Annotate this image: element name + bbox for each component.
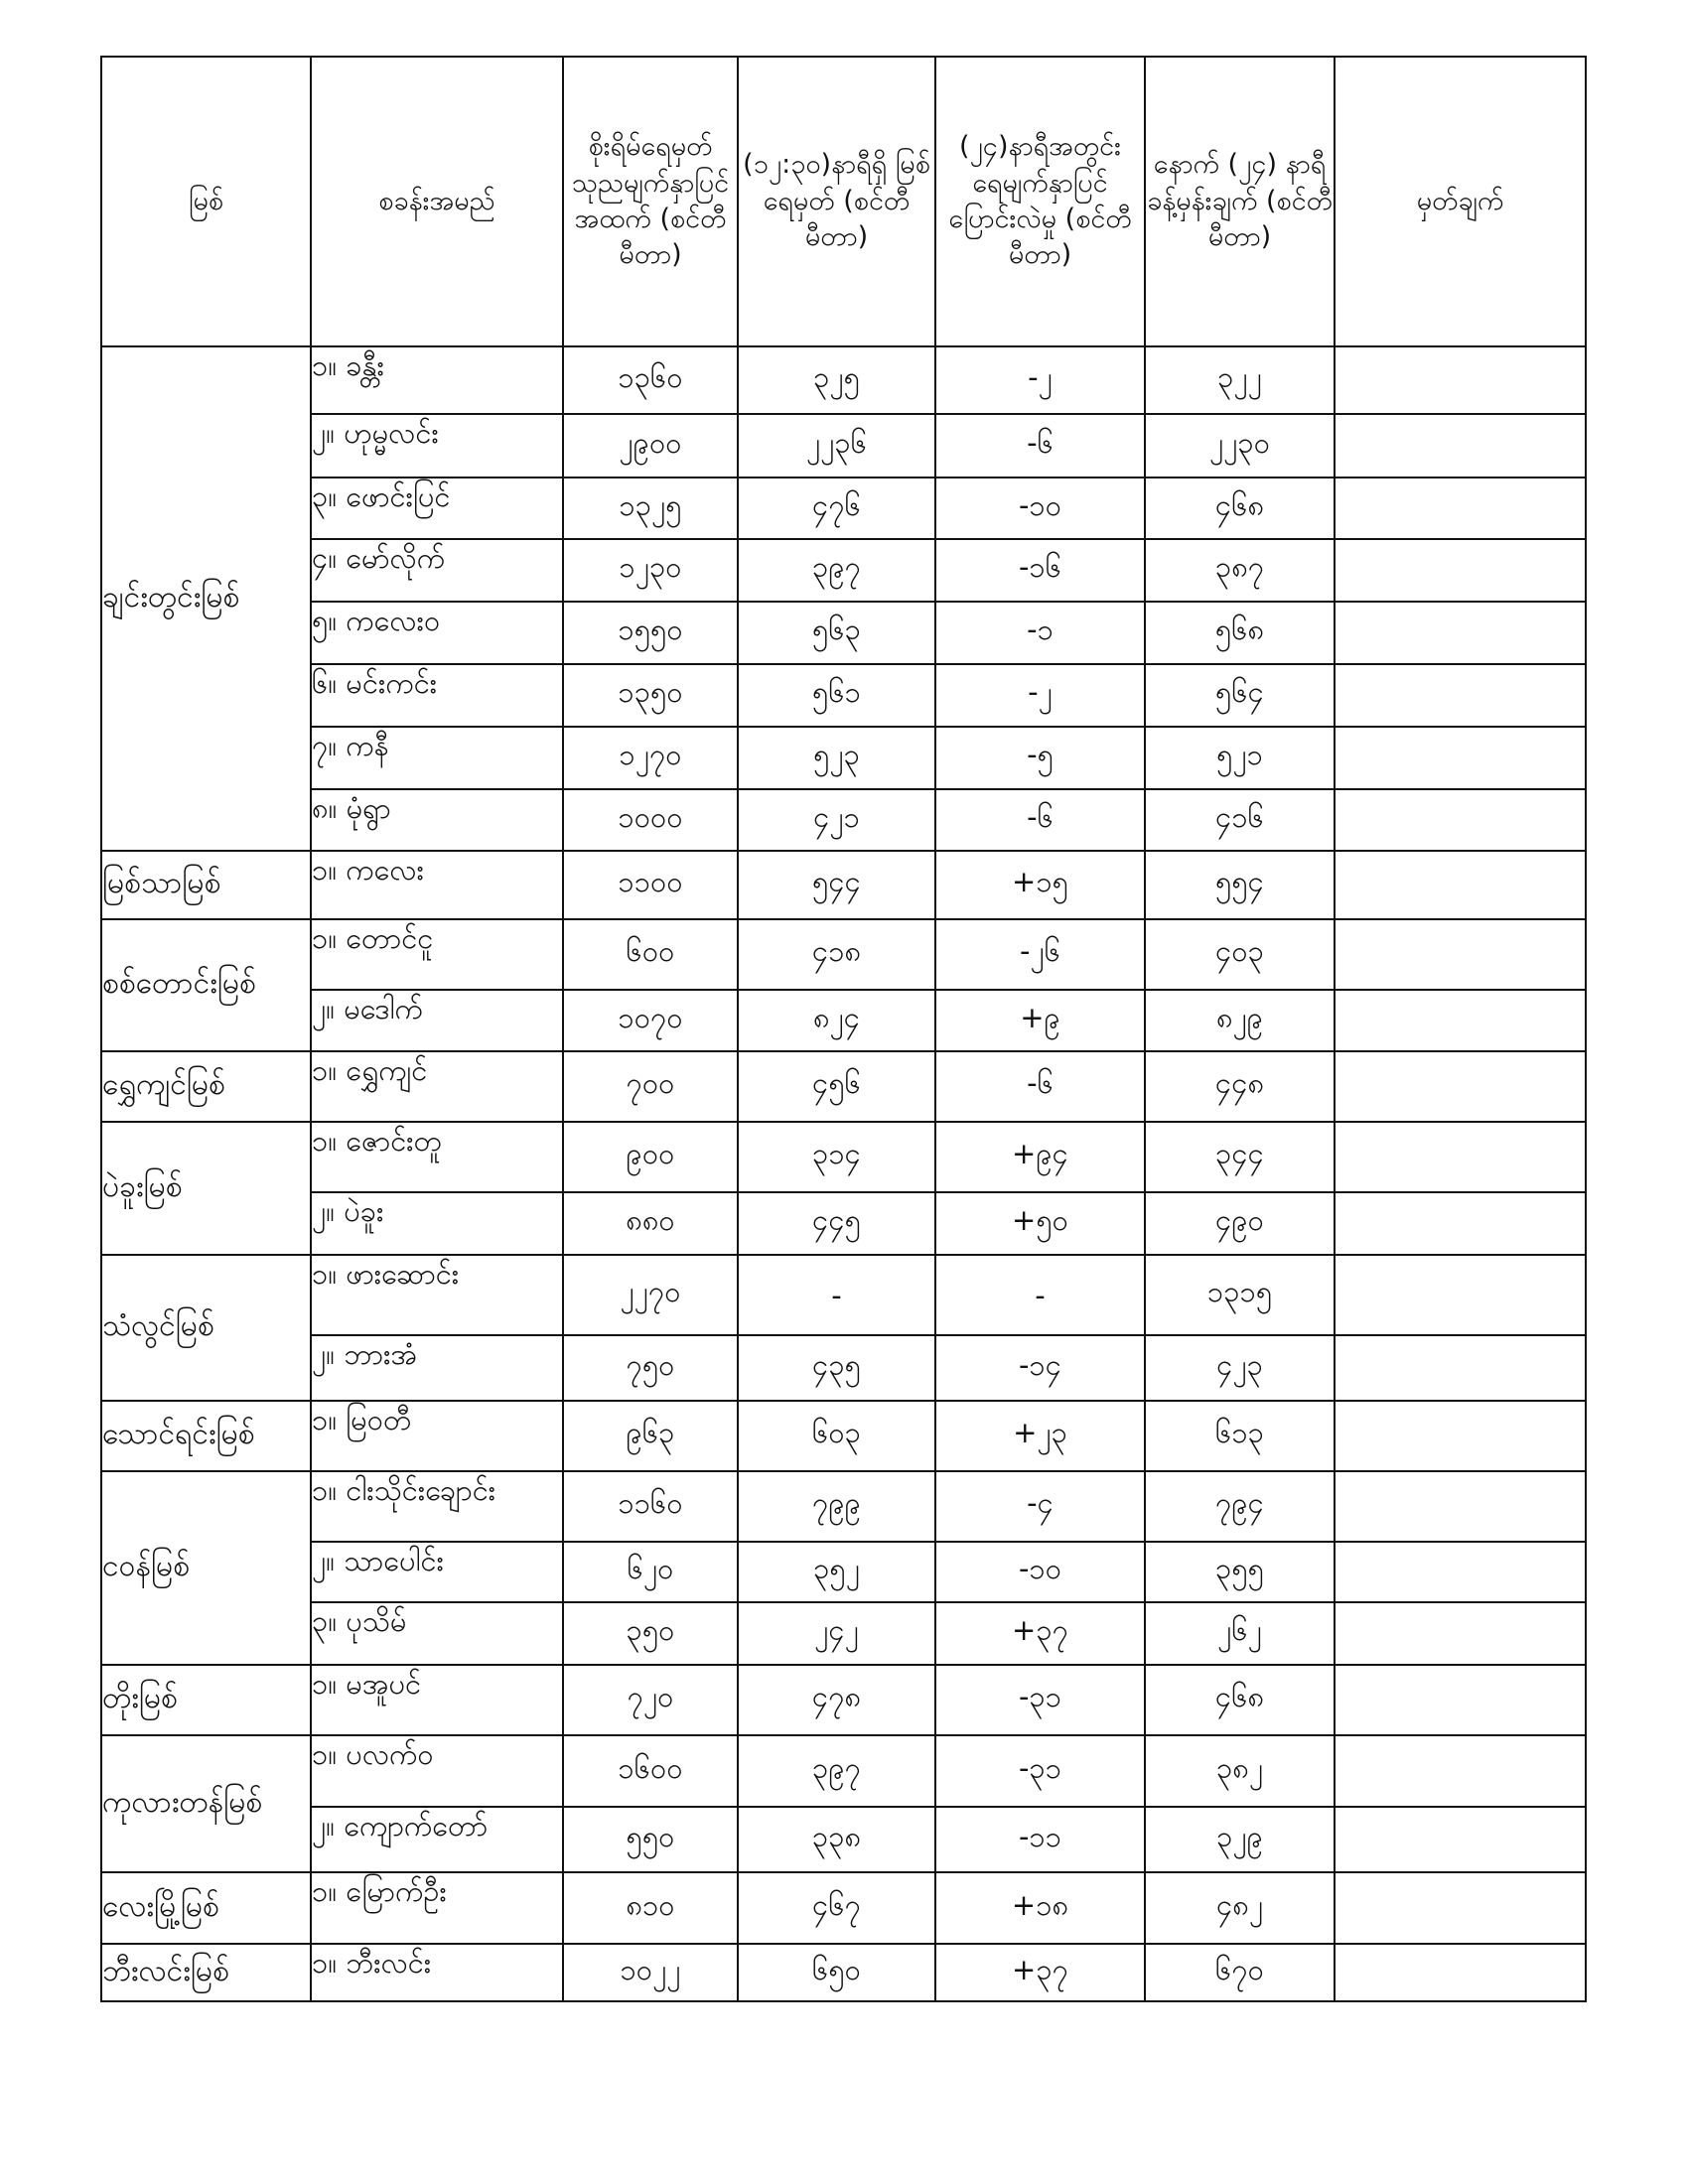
header-24h-forecast: နောက် (၂၄) နာရီ ခန့်မှန်းချက် (စင်တီမီတာ) — [1145, 57, 1335, 346]
water-level-cell: ၄၆၇ — [738, 1872, 935, 1944]
danger-level-cell: ၆၀၀ — [563, 919, 738, 990]
forecast-cell: ၃၈၂ — [1145, 1735, 1335, 1807]
change-cell: -၆ — [935, 789, 1145, 851]
water-level-cell: ၄၅၆ — [738, 1051, 935, 1122]
remark-cell — [1335, 851, 1586, 919]
station-name-cell: ၁။ ဇောင်းတူ — [311, 1122, 563, 1192]
danger-level-cell: ၂၂၇၀ — [563, 1255, 738, 1335]
station-name-cell: ၂။ ဟုမ္မလင်း — [311, 414, 563, 478]
remark-cell — [1335, 1051, 1586, 1122]
remark-cell — [1335, 727, 1586, 789]
remark-cell — [1335, 1401, 1586, 1471]
table-row — [101, 1192, 1586, 1255]
danger-level-cell: ၁၆၀၀ — [563, 1735, 738, 1807]
river-name-cell: ရွှေကျင်မြစ် — [101, 1051, 311, 1122]
station-name-cell: ၂။ မဒေါက် — [311, 990, 563, 1051]
remark-cell — [1335, 1735, 1586, 1807]
table-row — [101, 1122, 1586, 1192]
table-row — [101, 664, 1586, 727]
remark-cell — [1335, 478, 1586, 539]
remark-cell — [1335, 1335, 1586, 1401]
water-level-cell: ၄၂၁ — [738, 789, 935, 851]
table-row — [101, 990, 1586, 1051]
header-river: မြစ် — [101, 57, 311, 346]
table-row — [101, 478, 1586, 539]
water-level-cell: ၅၆၃ — [738, 602, 935, 664]
remark-cell — [1335, 1471, 1586, 1542]
table-row — [101, 1401, 1586, 1471]
header-water-level: (၁၂:၃၀)နာရီရှိ မြစ်ရေမှတ် (စင်တီမီတာ) — [738, 57, 935, 346]
water-level-cell: ၅၄၄ — [738, 851, 935, 919]
station-name-cell: ၁။ ရွှေကျင် — [311, 1051, 563, 1122]
forecast-cell: ၅၆၄ — [1145, 664, 1335, 727]
danger-level-cell: ၇၂၀ — [563, 1665, 738, 1735]
forecast-cell: ၂၆၂ — [1145, 1602, 1335, 1665]
table-row — [101, 1872, 1586, 1944]
change-cell: +၃၇ — [935, 1944, 1145, 2001]
water-level-cell: ၃၉၇ — [738, 539, 935, 602]
table-row — [101, 346, 1586, 414]
forecast-cell: ၅၂၁ — [1145, 727, 1335, 789]
water-level-cell: ၄၁၈ — [738, 919, 935, 990]
water-level-cell: ၄၇၆ — [738, 478, 935, 539]
forecast-cell: ၃၄၄ — [1145, 1122, 1335, 1192]
river-name-cell: လေးမြို့မြစ် — [101, 1872, 311, 1944]
river-name-cell: ချင်းတွင်းမြစ် — [101, 346, 311, 851]
table-row — [101, 602, 1586, 664]
station-name-cell: ၁။ မြောက်ဦး — [311, 1872, 563, 1944]
station-name-cell: ၃။ ပုသိမ် — [311, 1602, 563, 1665]
forecast-cell: ၄၂၃ — [1145, 1335, 1335, 1401]
change-cell: -၁၀ — [935, 1542, 1145, 1602]
remark-cell — [1335, 539, 1586, 602]
danger-level-cell: ၁၁၆၀ — [563, 1471, 738, 1542]
station-name-cell: ၄။ မော်လိုက် — [311, 539, 563, 602]
water-level-cell: ၆၀၃ — [738, 1401, 935, 1471]
remark-cell — [1335, 1192, 1586, 1255]
station-name-cell: ၈။ မုံရွာ — [311, 789, 563, 851]
water-level-cell: ၃၅၂ — [738, 1542, 935, 1602]
table-row — [101, 539, 1586, 602]
river-name-cell: မြစ်သာမြစ် — [101, 851, 311, 919]
river-name-cell: စစ်တောင်းမြစ် — [101, 919, 311, 1051]
station-name-cell: ၁။ ပလက်ဝ — [311, 1735, 563, 1807]
remark-cell — [1335, 1602, 1586, 1665]
forecast-cell: ၇၉၄ — [1145, 1471, 1335, 1542]
forecast-cell: ၄၁၆ — [1145, 789, 1335, 851]
table-row — [101, 1255, 1586, 1335]
change-cell: -၅ — [935, 727, 1145, 789]
station-name-cell: ၁။ ကလေး — [311, 851, 563, 919]
remark-cell — [1335, 1255, 1586, 1335]
danger-level-cell: ၈၈၀ — [563, 1192, 738, 1255]
station-name-cell: ၂။ ပဲခူး — [311, 1192, 563, 1255]
forecast-cell: ၄၄၈ — [1145, 1051, 1335, 1122]
table-row — [101, 1471, 1586, 1542]
water-level-cell: ၄၃၅ — [738, 1335, 935, 1401]
station-name-cell: ၂။ သာပေါင်း — [311, 1542, 563, 1602]
water-level-cell: ၆၅၀ — [738, 1944, 935, 2001]
river-level-table — [100, 56, 1587, 2002]
danger-level-cell: ၁၃၅၀ — [563, 664, 738, 727]
remark-cell — [1335, 346, 1586, 414]
forecast-cell: ၃၅၅ — [1145, 1542, 1335, 1602]
danger-level-cell: ၁၃၆၀ — [563, 346, 738, 414]
table-row — [101, 1051, 1586, 1122]
change-cell: -၂၆ — [935, 919, 1145, 990]
header-row — [101, 57, 1586, 346]
remark-cell — [1335, 1944, 1586, 2001]
water-level-cell: ၄၇၈ — [738, 1665, 935, 1735]
remark-cell — [1335, 602, 1586, 664]
forecast-cell: ၄၆၈ — [1145, 1665, 1335, 1735]
station-name-cell: ၂။ ကျောက်တော် — [311, 1807, 563, 1872]
water-level-cell: ၃၉၇ — [738, 1735, 935, 1807]
water-level-cell: ၅၂၃ — [738, 727, 935, 789]
danger-level-cell: ၁၀၀၀ — [563, 789, 738, 851]
river-name-cell: သံလွင်မြစ် — [101, 1255, 311, 1401]
table-row — [101, 1542, 1586, 1602]
change-cell: -၁၄ — [935, 1335, 1145, 1401]
danger-level-cell: ၁၀၂၂ — [563, 1944, 738, 2001]
forecast-cell: ၆၁၃ — [1145, 1401, 1335, 1471]
change-cell: - — [935, 1255, 1145, 1335]
remark-cell — [1335, 789, 1586, 851]
forecast-cell: ၃၂၂ — [1145, 346, 1335, 414]
change-cell: -၂ — [935, 664, 1145, 727]
water-level-cell: ၂၂၃၆ — [738, 414, 935, 478]
water-level-cell: ၇၉၉ — [738, 1471, 935, 1542]
danger-level-cell: ၃၅၀ — [563, 1602, 738, 1665]
river-name-cell: ပဲခူးမြစ် — [101, 1122, 311, 1255]
forecast-cell: ၃၈၇ — [1145, 539, 1335, 602]
danger-level-cell: ၁၂၃၀ — [563, 539, 738, 602]
change-cell: -၁ — [935, 602, 1145, 664]
river-name-cell: သောင်ရင်းမြစ် — [101, 1401, 311, 1471]
header-danger-level: စိုးရိမ်ရေမှတ် သုညမျက်နှာပြင် အထက် (စင်တီမီတာ) — [563, 57, 738, 346]
change-cell: -၆ — [935, 414, 1145, 478]
change-cell: +၉၄ — [935, 1122, 1145, 1192]
change-cell: -၁၀ — [935, 478, 1145, 539]
station-name-cell: ၁။ ဖားဆောင်း — [311, 1255, 563, 1335]
change-cell: +၅၀ — [935, 1192, 1145, 1255]
water-level-cell: ၃၃၈ — [738, 1807, 935, 1872]
danger-level-cell: ၁၀၇၀ — [563, 990, 738, 1051]
water-level-cell: - — [738, 1255, 935, 1335]
header-24h-change: (၂၄)နာရီအတွင်း ရေမျက်နှာပြင် ပြောင်းလဲမှု (စင်တီမီတာ) — [935, 57, 1145, 346]
station-name-cell: ၇။ ကနီ — [311, 727, 563, 789]
forecast-cell: ၈၂၉ — [1145, 990, 1335, 1051]
water-level-cell: ၅၆၁ — [738, 664, 935, 727]
remark-cell — [1335, 919, 1586, 990]
change-cell: +၁၈ — [935, 1872, 1145, 1944]
change-cell: +၁၅ — [935, 851, 1145, 919]
table-row — [101, 1335, 1586, 1401]
remark-cell — [1335, 414, 1586, 478]
table-row — [101, 1944, 1586, 2001]
danger-level-cell: ၁၁၀၀ — [563, 851, 738, 919]
forecast-cell: ၁၃၁၅ — [1145, 1255, 1335, 1335]
river-name-cell: တိုးမြစ် — [101, 1665, 311, 1735]
table-body — [101, 346, 1586, 2001]
remark-cell — [1335, 1542, 1586, 1602]
change-cell: +၂၃ — [935, 1401, 1145, 1471]
water-level-cell: ၄၄၅ — [738, 1192, 935, 1255]
danger-level-cell: ၁၂၇၀ — [563, 727, 738, 789]
danger-level-cell: ၁၃၂၅ — [563, 478, 738, 539]
forecast-cell: ၄၈၂ — [1145, 1872, 1335, 1944]
remark-cell — [1335, 664, 1586, 727]
remark-cell — [1335, 1665, 1586, 1735]
station-name-cell: ၆။ မင်းကင်း — [311, 664, 563, 727]
table-row — [101, 789, 1586, 851]
remark-cell — [1335, 1807, 1586, 1872]
table-row — [101, 919, 1586, 990]
station-name-cell: ၃။ ဖောင်းပြင် — [311, 478, 563, 539]
remark-cell — [1335, 1122, 1586, 1192]
water-level-cell: ၃၂၅ — [738, 346, 935, 414]
change-cell: -၂ — [935, 346, 1145, 414]
change-cell: +၃၇ — [935, 1602, 1145, 1665]
station-name-cell: ၅။ ကလေးဝ — [311, 602, 563, 664]
table-row — [101, 1665, 1586, 1735]
danger-level-cell: ၂၉၀၀ — [563, 414, 738, 478]
station-name-cell: ၁။ မြဝတီ — [311, 1401, 563, 1471]
remark-cell — [1335, 1872, 1586, 1944]
water-level-cell: ၈၂၄ — [738, 990, 935, 1051]
station-name-cell: ၁။ မအူပင် — [311, 1665, 563, 1735]
water-level-cell: ၂၄၂ — [738, 1602, 935, 1665]
table-row — [101, 1807, 1586, 1872]
forecast-cell: ၆၇၀ — [1145, 1944, 1335, 2001]
remark-cell — [1335, 990, 1586, 1051]
danger-level-cell: ၆၂၀ — [563, 1542, 738, 1602]
forecast-cell: ၅၅၄ — [1145, 851, 1335, 919]
change-cell: -၃၁ — [935, 1665, 1145, 1735]
danger-level-cell: ၈၁၀ — [563, 1872, 738, 1944]
station-name-cell: ၁။ ခန္တီး — [311, 346, 563, 414]
table-row — [101, 1602, 1586, 1665]
change-cell: -၁၆ — [935, 539, 1145, 602]
change-cell: -၃၁ — [935, 1735, 1145, 1807]
forecast-cell: ၃၂၉ — [1145, 1807, 1335, 1872]
water-level-cell: ၃၁၄ — [738, 1122, 935, 1192]
danger-level-cell: ၇၅၀ — [563, 1335, 738, 1401]
header-station-name: စခန်းအမည် — [311, 57, 563, 346]
table-row — [101, 851, 1586, 919]
station-name-cell: ၂။ ဘားအံ — [311, 1335, 563, 1401]
change-cell: -၄ — [935, 1471, 1145, 1542]
forecast-cell: ၄၆၈ — [1145, 478, 1335, 539]
table-row — [101, 1735, 1586, 1807]
table-row — [101, 727, 1586, 789]
river-name-cell: ကုလားတန်မြစ် — [101, 1735, 311, 1872]
river-name-cell: ဘီးလင်းမြစ် — [101, 1944, 311, 2001]
forecast-cell: ၄၉၀ — [1145, 1192, 1335, 1255]
change-cell: -၆ — [935, 1051, 1145, 1122]
table-row — [101, 414, 1586, 478]
change-cell: +၉ — [935, 990, 1145, 1051]
forecast-cell: ၂၂၃၀ — [1145, 414, 1335, 478]
danger-level-cell: ၇၀၀ — [563, 1051, 738, 1122]
danger-level-cell: ၉၀၀ — [563, 1122, 738, 1192]
station-name-cell: ၁။ တောင်ငူ — [311, 919, 563, 990]
change-cell: -၁၁ — [935, 1807, 1145, 1872]
station-name-cell: ၁။ ဘီးလင်း — [311, 1944, 563, 2001]
river-name-cell: ငဝန်မြစ် — [101, 1471, 311, 1665]
forecast-cell: ၅၆၈ — [1145, 602, 1335, 664]
danger-level-cell: ၁၅၅၀ — [563, 602, 738, 664]
forecast-cell: ၄၀၃ — [1145, 919, 1335, 990]
header-remarks: မှတ်ချက် — [1335, 57, 1586, 346]
station-name-cell: ၁။ ငါးသိုင်းချောင်း — [311, 1471, 563, 1542]
danger-level-cell: ၅၅၀ — [563, 1807, 738, 1872]
danger-level-cell: ၉၆၃ — [563, 1401, 738, 1471]
